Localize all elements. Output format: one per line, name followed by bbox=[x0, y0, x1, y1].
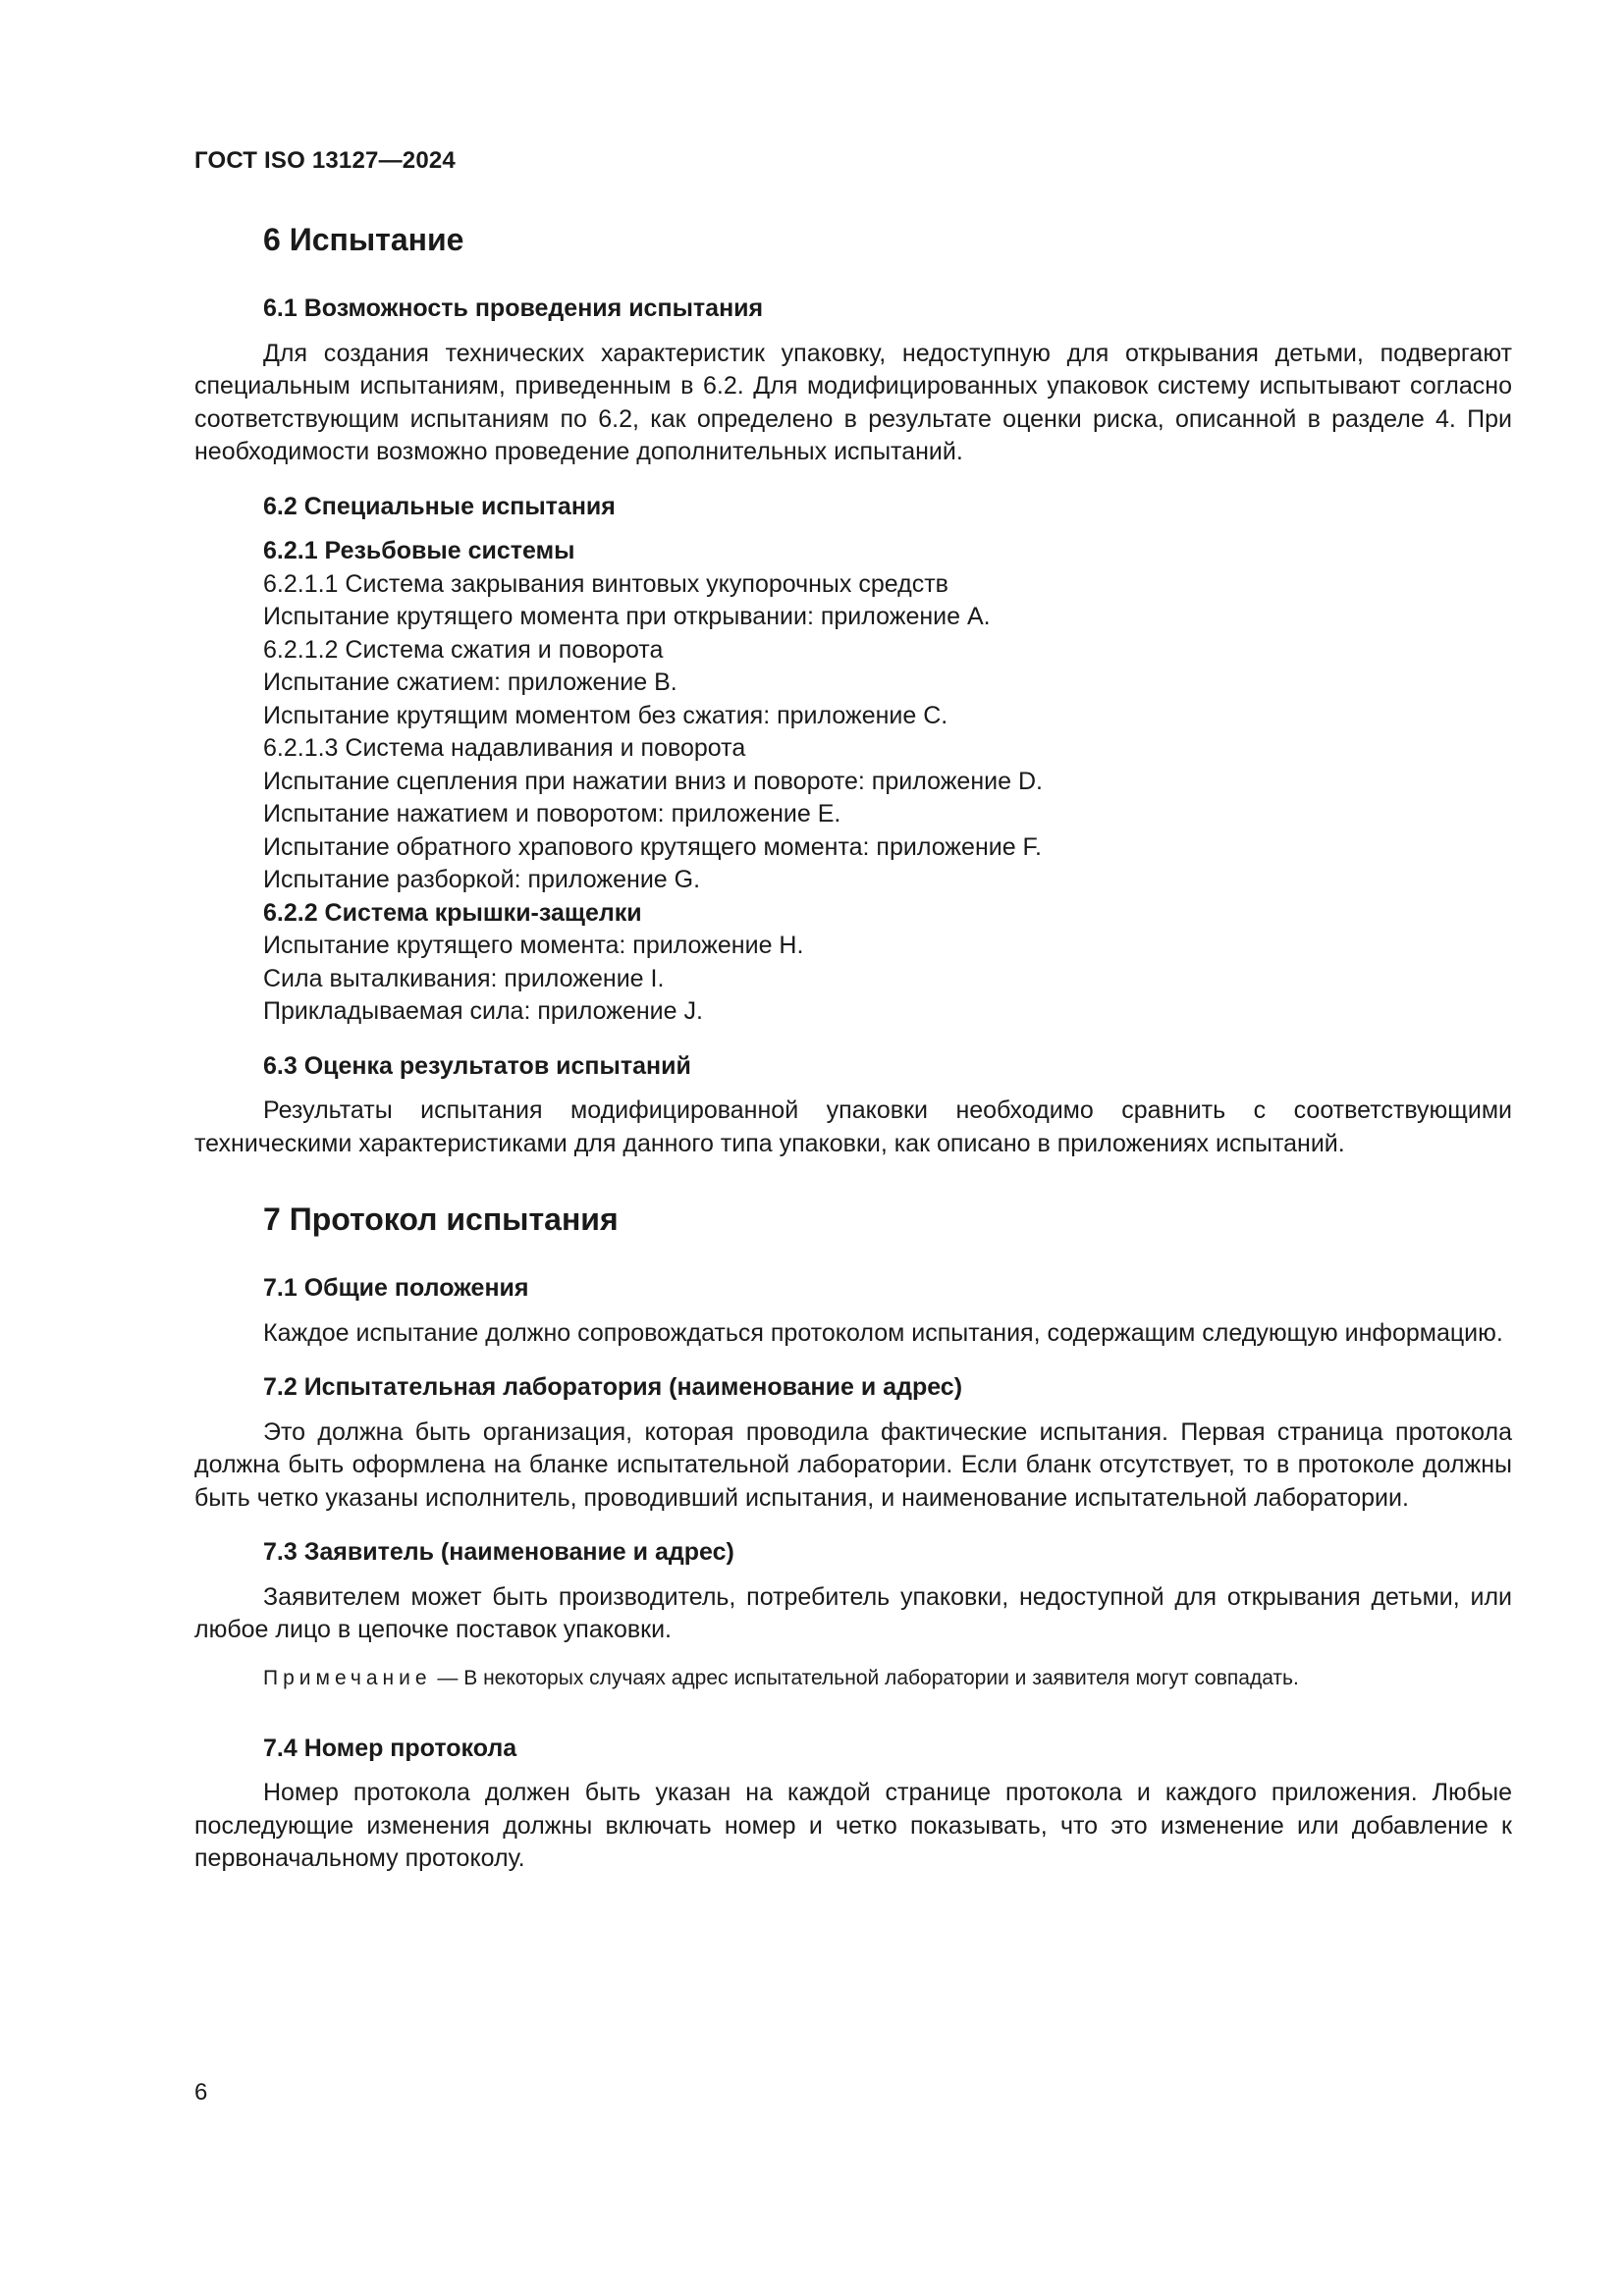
section-6-title: 6 Испытание bbox=[263, 222, 464, 257]
subsection-6-2-2-title: 6.2.2 Система крышки-защелки bbox=[263, 898, 642, 927]
subsection-7-4-title: 7.4 Номер протокола bbox=[263, 1734, 517, 1762]
list-item: Испытание обратного храпового крутящего момента: приложение F. bbox=[263, 832, 1043, 861]
subsection-6-3-title: 6.3 Оценка результатов испытаний bbox=[263, 1051, 691, 1080]
subsection-7-1-text: Каждое испытание должно сопровождаться протоколом испытания, содержащим следующую информацию. bbox=[263, 1318, 1503, 1347]
section-7-title: 7 Протокол испытания bbox=[263, 1201, 619, 1237]
list-item: Испытание нажатием и поворотом: приложение Е. bbox=[263, 800, 841, 828]
list-item: Испытание сжатием: приложение В. bbox=[263, 668, 677, 696]
list-item: Сила выталкивания: приложение I. bbox=[263, 964, 665, 992]
list-item: 6.2.1.2 Система сжатия и поворота bbox=[263, 635, 664, 664]
subsection-7-2-title: 7.2 Испытательная лаборатория (наименование и адрес) bbox=[263, 1373, 963, 1401]
subsection-6-2-1-title: 6.2.1 Резьбовые системы bbox=[263, 537, 575, 564]
list-item: Прикладываемая сила: приложение J. bbox=[263, 997, 703, 1025]
subsection-6-2-title: 6.2 Специальные испытания bbox=[263, 492, 616, 520]
subsection-6-3-text: Результаты испытания модифицированной упаковки необходимо сравнить с соответствующими техническими характеристиками для данного типа упаковки, как описано в приложениях испытаний. bbox=[194, 1096, 1512, 1157]
subsection-6-1-text: Для создания технических характеристик упаковку, недоступную для открывания детьми, подвергают специальным испытаниям, приведенным в 6.2. Для модифицированных упаковок систему испытывают согласно соответствующим испытаниям по 6.2, как определено в результате оценки риска, описанной в разделе 4. При необходимости возможно проведение дополнительных испытаний. bbox=[194, 339, 1512, 465]
subsection-7-3-title: 7.3 Заявитель (наименование и адрес) bbox=[263, 1538, 734, 1566]
page-number: 6 bbox=[194, 2079, 208, 2106]
subsection-7-4-text: Номер протокола должен быть указан на каждой странице протокола и каждого приложения. Любые последующие изменения должны включать номер и четко показывать, что это изменение или добавление к первоначальному протоколу. bbox=[194, 1779, 1512, 1872]
note bbox=[194, 1664, 1512, 1693]
list-item: 6.2.1.3 Система надавливания и поворота bbox=[263, 734, 746, 762]
document-code-header: ГОСТ ISO 13127—2024 bbox=[194, 147, 456, 174]
list-item: Испытание сцепления при нажатии вниз и повороте: приложение D. bbox=[263, 767, 1043, 795]
list-item: Испытание крутящим моментом без сжатия: приложение С. bbox=[263, 701, 948, 729]
list-item: Испытание разборкой: приложение G. bbox=[263, 866, 701, 893]
subsection-7-2-text: Это должна быть организация, которая проводила фактические испытания. Первая страница протокола должна быть оформлена на бланке испытательной лаборатории. Если бланк отсутствует, то в протоколе должны быть четко указаны исполнитель, проводивший испытания, и наименование испытательной лаборатории. bbox=[194, 1417, 1512, 1512]
subsection-6-1-title: 6.1 Возможность проведения испытания bbox=[263, 294, 764, 322]
subsection-7-1-title: 7.1 Общие положения bbox=[263, 1274, 529, 1302]
note-label: Примечание bbox=[263, 1666, 432, 1689]
subsection-7-3-text: Заявителем может быть производитель, потребитель упаковки, недоступной для открывания детьми, или любое лицо в цепочке поставок упаковки. bbox=[194, 1582, 1512, 1643]
note-text: — В некоторых случаях адрес испытательной лаборатории и заявителя могут совпадать. bbox=[431, 1666, 1299, 1689]
document-body bbox=[194, 220, 1512, 1876]
list-item: Испытание крутящего момента: приложение Н. bbox=[263, 932, 804, 959]
list-item: Испытание крутящего момента при открывании: приложение А. bbox=[263, 603, 991, 630]
list-item: 6.2.1.1 Система закрывания винтовых укупорочных средств bbox=[263, 569, 948, 598]
document-page bbox=[194, 0, 1512, 2296]
